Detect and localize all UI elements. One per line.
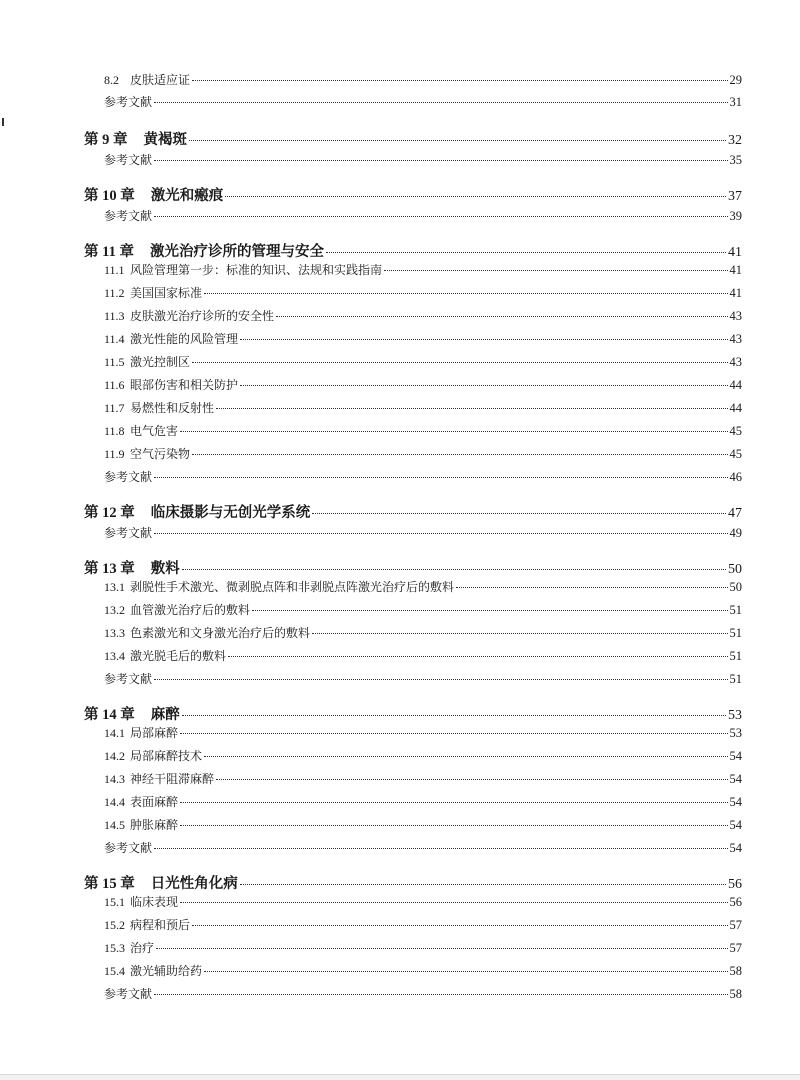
toc-section-entry[interactable]: [84, 726, 742, 740]
page-number: 51: [729, 649, 742, 663]
toc-entry-label: [104, 772, 214, 786]
page-number: 57: [729, 941, 742, 955]
toc-entry-label: [84, 706, 180, 724]
toc-entry-label: [104, 941, 154, 955]
toc-entry-label: [104, 332, 238, 346]
chapter-number: 第 10 章: [84, 188, 135, 204]
dot-leader: [154, 216, 727, 217]
section-number: 13.1: [104, 580, 125, 594]
section-number: 15.4: [104, 964, 125, 978]
chapter-number: 第 15 章: [84, 876, 135, 892]
toc-chapter-entry[interactable]: [84, 504, 742, 522]
toc-entry-label: [84, 243, 324, 261]
toc-chapter-entry[interactable]: [84, 560, 742, 578]
page-number: 51: [729, 672, 742, 686]
section-title: 激光控制区: [130, 355, 191, 369]
chapter-title: 临床摄影与无创光学系统: [150, 504, 311, 521]
dot-leader: [384, 270, 727, 271]
page-number: 53: [729, 726, 742, 740]
page-number: 43: [729, 332, 742, 346]
toc-entry-label: [104, 603, 250, 617]
toc-section-entry[interactable]: [84, 941, 742, 955]
dot-leader: [456, 587, 727, 588]
chapter-title: 日光性角化病: [150, 875, 238, 892]
section-title: 参考文献: [104, 95, 153, 109]
dot-leader: [154, 160, 727, 161]
page-number: 57: [729, 918, 742, 932]
toc-entry-label: [104, 749, 202, 763]
section-title: 病程和预后: [130, 918, 191, 932]
page-number: 45: [729, 424, 742, 438]
page-number: 50: [729, 580, 742, 594]
toc-chapter-entry[interactable]: [84, 706, 742, 724]
page-number: 56: [728, 877, 742, 892]
dot-leader: [252, 610, 727, 611]
dot-leader: [154, 994, 727, 995]
toc-entry-label: [104, 355, 190, 369]
chapter-title: 敷料: [150, 560, 180, 577]
toc-section-entry[interactable]: [84, 263, 742, 277]
dot-leader: [312, 633, 727, 634]
dot-leader: [192, 80, 727, 81]
chapter-number: 第 12 章: [84, 505, 135, 521]
toc-section-entry[interactable]: [84, 286, 742, 300]
dot-leader: [154, 102, 727, 103]
margin-mark: [2, 118, 4, 126]
page-number: 51: [729, 626, 742, 640]
toc-entry-label: [104, 526, 152, 540]
dot-leader: [204, 971, 727, 972]
toc-section-entry[interactable]: [84, 895, 742, 909]
toc-entry-label: [104, 672, 152, 686]
toc-section-entry[interactable]: [84, 470, 742, 484]
page-number: 46: [729, 470, 742, 484]
section-title: 眼部伤害和相关防护: [130, 378, 239, 392]
toc-chapter-entry[interactable]: [84, 187, 742, 205]
dot-leader: [154, 679, 727, 680]
dot-leader: [216, 779, 727, 780]
dot-leader: [240, 385, 727, 386]
toc-entry-label: [104, 580, 454, 594]
toc-section-entry[interactable]: [84, 401, 742, 415]
page-number: 29: [729, 73, 742, 87]
toc-section-entry[interactable]: [84, 918, 742, 932]
toc-section-entry[interactable]: [84, 424, 742, 438]
section-title: 治疗: [130, 941, 155, 955]
page-number: 56: [729, 895, 742, 909]
toc-entry-label: [104, 378, 238, 392]
section-number: 11.2: [104, 286, 125, 300]
dot-leader: [240, 884, 726, 885]
toc-entry-label: [84, 187, 223, 205]
page-number: 43: [729, 355, 742, 369]
section-number: 11.7: [104, 401, 125, 415]
page-number: 54: [729, 841, 742, 855]
page-number: 50: [728, 562, 742, 577]
toc-section-entry[interactable]: [84, 672, 742, 686]
section-number: 11.8: [104, 424, 125, 438]
page-number: 54: [729, 749, 742, 763]
page-number: 44: [729, 401, 742, 415]
section-number: 15.1: [104, 895, 125, 909]
section-number: 14.1: [104, 726, 125, 740]
page-number: 58: [729, 987, 742, 1001]
toc-section-entry[interactable]: [84, 95, 742, 109]
section-title: 局部麻醉技术: [130, 749, 203, 763]
toc-entry-label: [104, 649, 226, 663]
section-number: 13.2: [104, 603, 125, 617]
toc-entry-label: [104, 470, 152, 484]
section-title: 空气污染物: [130, 447, 191, 461]
dot-leader: [189, 140, 726, 141]
section-title: 风险管理第一步：标准的知识、法规和实践指南: [130, 263, 383, 277]
chapter-number: 第 11 章: [84, 244, 134, 260]
dot-leader: [192, 925, 727, 926]
section-number: 11.6: [104, 378, 125, 392]
toc-entry-label: [104, 424, 178, 438]
toc-section-entry[interactable]: [84, 209, 742, 223]
dot-leader: [182, 569, 726, 570]
section-title: 参考文献: [104, 987, 153, 1001]
section-number: 11.9: [104, 447, 125, 461]
dot-leader: [204, 756, 727, 757]
page-number: 49: [729, 526, 742, 540]
toc-entry-label: [104, 795, 178, 809]
page-bottom-edge: [0, 1074, 800, 1080]
section-title: 神经干阻滞麻醉: [130, 772, 215, 786]
page-number: 54: [729, 772, 742, 786]
chapter-title: 激光治疗诊所的管理与安全: [149, 243, 324, 260]
toc-chapter-entry[interactable]: [84, 243, 742, 261]
toc-section-entry[interactable]: [84, 841, 742, 855]
toc-section-entry[interactable]: [84, 378, 742, 392]
toc-entry-label: [84, 504, 310, 522]
toc-entry-label: [104, 895, 178, 909]
toc-section-entry[interactable]: [84, 795, 742, 809]
page-number: 41: [729, 286, 742, 300]
page-number: 44: [729, 378, 742, 392]
page-number: 47: [728, 506, 742, 521]
toc-entry-label: [84, 875, 238, 893]
section-title: 电气危害: [130, 424, 179, 438]
section-title: 易燃性和反射性: [130, 401, 215, 415]
chapter-title: 黄褐斑: [143, 131, 187, 148]
section-title: 参考文献: [104, 153, 153, 167]
toc-chapter-entry[interactable]: [84, 875, 742, 893]
dot-leader: [154, 533, 727, 534]
chapter-number: 第 9 章: [84, 132, 128, 148]
section-number: 14.2: [104, 749, 125, 763]
section-number: 13.3: [104, 626, 125, 640]
section-number: 8.2: [104, 73, 119, 87]
dot-leader: [228, 656, 727, 657]
page-number: 35: [729, 153, 742, 167]
section-number: 13.4: [104, 649, 125, 663]
toc-entry-label: [104, 401, 214, 415]
dot-leader: [276, 316, 727, 317]
toc-section-entry[interactable]: [84, 987, 742, 1001]
section-title: 皮肤适应证: [130, 73, 191, 87]
page-number: 39: [729, 209, 742, 223]
toc-entry-label: [104, 209, 152, 223]
page-number: 37: [728, 189, 742, 204]
toc-section-entry[interactable]: [84, 73, 742, 87]
section-title: 色素激光和文身激光治疗后的敷料: [130, 626, 311, 640]
dot-leader: [225, 196, 726, 197]
toc-entry-label: [104, 263, 382, 277]
toc-section-entry[interactable]: [84, 332, 742, 346]
section-title: 参考文献: [104, 841, 153, 855]
section-title: 激光辅助给药: [130, 964, 203, 978]
dot-leader: [180, 431, 727, 432]
toc-section-entry[interactable]: [84, 964, 742, 978]
page-number: 58: [729, 964, 742, 978]
section-number: 11.3: [104, 309, 125, 323]
toc-entry-label: [104, 726, 178, 740]
toc-entry-label: [104, 626, 310, 640]
toc-section-entry[interactable]: [84, 153, 742, 167]
dot-leader: [156, 948, 727, 949]
section-title: 参考文献: [104, 470, 153, 484]
section-title: 肿胀麻醉: [130, 818, 179, 832]
section-title: 血管激光治疗后的敷料: [130, 603, 251, 617]
section-number: 11.1: [104, 263, 125, 277]
dot-leader: [192, 454, 727, 455]
section-number: 14.4: [104, 795, 125, 809]
section-number: 15.3: [104, 941, 125, 955]
section-title: 表面麻醉: [130, 795, 179, 809]
toc-entry-label: [104, 447, 190, 461]
page-number: 51: [729, 603, 742, 617]
toc-section-entry[interactable]: [84, 772, 742, 786]
section-title: 临床表现: [130, 895, 179, 909]
page-number: 54: [729, 818, 742, 832]
toc-entry-label: [104, 818, 178, 832]
section-title: 美国国家标准: [130, 286, 203, 300]
dot-leader: [192, 362, 727, 363]
dot-leader: [180, 902, 727, 903]
toc-section-entry[interactable]: [84, 526, 742, 540]
section-title: 参考文献: [104, 526, 153, 540]
toc-section-entry[interactable]: [84, 447, 742, 461]
dot-leader: [154, 848, 727, 849]
page-number: 41: [728, 245, 742, 260]
page-number: 31: [729, 95, 742, 109]
toc-entry-label: [104, 987, 152, 1001]
toc-entry-label: [104, 964, 202, 978]
chapter-number: 第 13 章: [84, 561, 135, 577]
section-title: 激光性能的风险管理: [130, 332, 239, 346]
section-title: 激光脱毛后的敷料: [130, 649, 227, 663]
toc-section-entry[interactable]: [84, 649, 742, 663]
section-title: 参考文献: [104, 209, 153, 223]
page-number: 41: [729, 263, 742, 277]
section-number: 14.3: [104, 772, 125, 786]
toc-entry-label: [84, 560, 180, 578]
dot-leader: [240, 339, 727, 340]
section-title: 参考文献: [104, 672, 153, 686]
toc-section-entry[interactable]: [84, 626, 742, 640]
page-number: 43: [729, 309, 742, 323]
section-number: 14.5: [104, 818, 125, 832]
page-number: 32: [728, 133, 742, 148]
toc-entry-label: [104, 309, 274, 323]
chapter-number: 第 14 章: [84, 707, 135, 723]
toc-section-entry[interactable]: [84, 355, 742, 369]
section-number: 11.5: [104, 355, 125, 369]
page-number: 53: [728, 708, 742, 723]
toc-section-entry[interactable]: [84, 749, 742, 763]
toc-section-entry[interactable]: [84, 580, 742, 594]
section-number: 11.4: [104, 332, 125, 346]
dot-leader: [312, 513, 726, 514]
chapter-title: 麻醉: [150, 706, 180, 723]
page-number: 54: [729, 795, 742, 809]
section-number: 15.2: [104, 918, 125, 932]
page-number: 45: [729, 447, 742, 461]
dot-leader: [216, 408, 727, 409]
section-title: 剥脱性手术激光、微剥脱点阵和非剥脱点阵激光治疗后的敷料: [130, 580, 455, 594]
section-title: 局部麻醉: [130, 726, 179, 740]
toc-entry-label: [104, 841, 152, 855]
toc-entry-label: [104, 73, 190, 87]
section-title: 皮肤激光治疗诊所的安全性: [130, 309, 275, 323]
toc-entry-label: [104, 95, 152, 109]
dot-leader: [180, 733, 727, 734]
dot-leader: [182, 715, 726, 716]
toc-section-entry[interactable]: [84, 603, 742, 617]
toc-entry-label: [84, 131, 187, 149]
dot-leader: [180, 802, 727, 803]
toc-section-entry[interactable]: [84, 309, 742, 323]
dot-leader: [204, 293, 727, 294]
toc-section-entry[interactable]: [84, 818, 742, 832]
toc-entry-label: [104, 153, 152, 167]
toc-entry-label: [104, 918, 190, 932]
toc-chapter-entry[interactable]: [84, 131, 742, 149]
chapter-title: 激光和瘢痕: [150, 187, 224, 204]
dot-leader: [180, 825, 727, 826]
dot-leader: [154, 477, 727, 478]
toc-entry-label: [104, 286, 202, 300]
dot-leader: [326, 252, 726, 253]
